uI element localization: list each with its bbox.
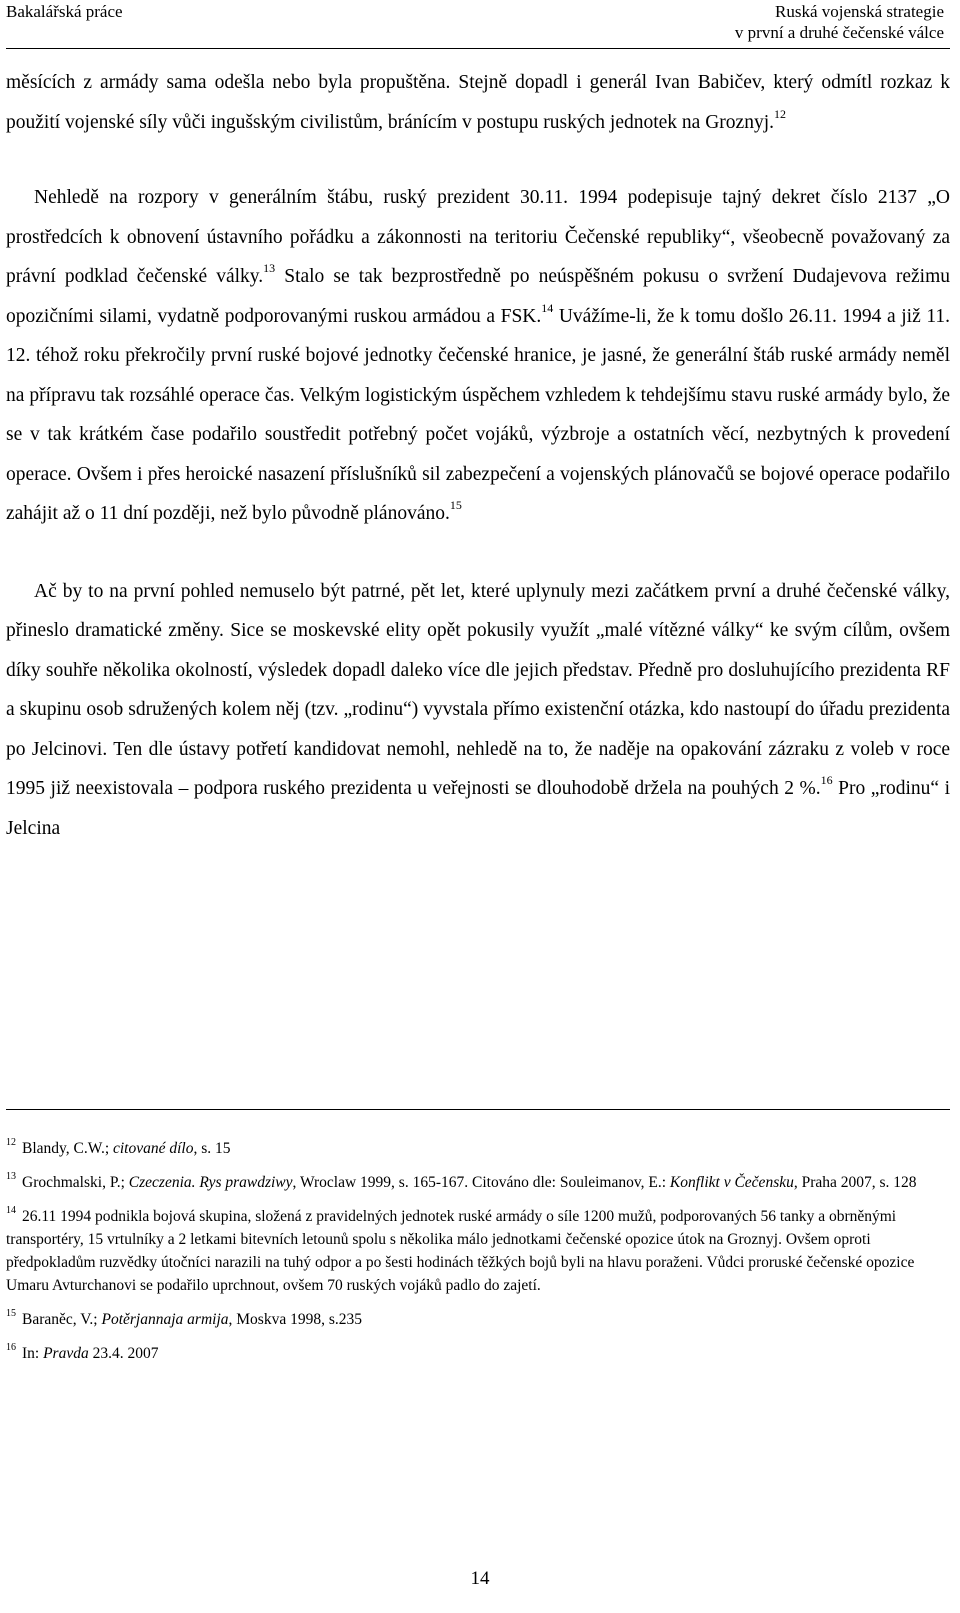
paragraph-2 bbox=[6, 178, 950, 534]
footnote-14 bbox=[6, 1205, 950, 1297]
footnote-number: 12 bbox=[6, 1137, 16, 1148]
footnote-ref-14[interactable]: 14 bbox=[541, 300, 554, 315]
paragraph-2-text-a: Nehledě na rozpory v generálním štábu, ruský prezident 30.11. 1994 podepisuje tajný dekret číslo 2137 „O prostředcích k obnovení ústavního pořádku a zákonnosti na teritoriu Čečenské republiky“, všeobecně považovaný za právní podklad čečenské války. bbox=[6, 187, 950, 287]
footnote-number: 14 bbox=[6, 1205, 16, 1216]
footnote-ref-12[interactable]: 12 bbox=[773, 106, 786, 121]
paragraph-3-text-a: Ač by to na první pohled nemuselo být patrné, pět let, které uplynuly mezi začátkem první a druhé čečenské války, přineslo dramatické změny. Sice se moskevské elity opět pokusily využít „malé vítězné války“ ke svým cílům, ovšem díky souhře několika okolností, výsledek dopadl daleko více dle jejich představ. Předně pro dosluhujícího prezidenta RF a skupinu osob sdružených kolem něj (tzv. „rodinu“) vyvstala přímo existenční otázka, kdo nastoupí do úřadu prezidenta po Jelcinovi. Ten dle ústavy potřetí kandidovat nemohl, nehledě na to, že naděje na opakování zázraku z voleb v roce 1995 již neexistovala – podpora ruského prezidenta u veřejnosti se dlouhodobě držela na pouhých 2 %. bbox=[6, 580, 950, 799]
body-text bbox=[6, 63, 950, 848]
footnote-text: Grochmalski, P.; bbox=[22, 1174, 129, 1191]
footnote-text: Blandy, C.W.; bbox=[22, 1140, 113, 1157]
footnote-12 bbox=[6, 1137, 950, 1160]
footnote-text: 26.11 1994 podnikla bojová skupina, složená z pravidelných jednotek ruské armády o síle 1200 mužů, podporovaných 56 tanky a obrněnými transportéry, 15 vrtulníky a 2 letkami bitevních letounů spolu s několika málo jednotkami čečenské opozice útok na Groznyj. Ovšem oproti předpokladům ruzvědky útočníci narazili na tuhý odpor a po šesti hodinách těžkých bojů byli na hlavu poraženi. Vůdci proruské čečenské opozice Umaru Avturchanovi se podařilo uprchnout, ovšem 70 ruských vojáků padlo do zajetí. bbox=[6, 1208, 915, 1294]
footnote-13 bbox=[6, 1171, 950, 1194]
header-right-line-1: Ruská vojenská strategie bbox=[774, 2, 944, 21]
paragraph-3 bbox=[6, 572, 950, 849]
footnote-text: , Moskva 1998, s.235 bbox=[228, 1311, 362, 1328]
header-right-line-2: v první a druhé čečenské válce bbox=[734, 23, 944, 42]
footnote-text: , Wroclaw 1999, s. 165-167. Citováno dle: Souleimanov, E.: bbox=[292, 1174, 670, 1191]
header-right-title bbox=[735, 1, 944, 43]
footnote-ref-13[interactable]: 13 bbox=[263, 261, 276, 275]
footnote-title: Pravda bbox=[43, 1345, 89, 1362]
paragraph-2-text-c: Uvážíme-li, že k tomu došlo 26.11. 1994 a již 11. 12. téhož roku překročily první ruské bojové jednotky čečenské hranice, je jasné, že generální štáb ruské armády neměl na přípravu tak rozsáhlé operace čas. Velkým logistickým úspěchem vzhledem k tehdejšímu stavu ruské armády bylo, že se v tak krátkém čase podařilo soustředit potřebný počet vojáků, výzbroje a ostatních věcí, nezbytných k provedení operace. Ovšem i přes heroické nasazení příslušníků sil zabezpečení a vojenských plánovačů se bojové operace podařilo zahájit až o 11 dní později, než bylo původně plánováno. bbox=[6, 305, 950, 524]
footnote-text: , s. 15 bbox=[193, 1140, 231, 1157]
footnote-ref-15[interactable]: 15 bbox=[449, 498, 462, 512]
footnote-15 bbox=[6, 1308, 950, 1331]
footnote-16 bbox=[6, 1342, 950, 1365]
footnote-ref-16[interactable]: 16 bbox=[820, 773, 833, 787]
footnote-number: 15 bbox=[6, 1308, 16, 1319]
footnotes bbox=[6, 1137, 950, 1365]
footnote-divider bbox=[6, 1109, 950, 1110]
paragraph-1-text: měsících z armády sama odešla nebo byla propuštěna. Stejně dopadl i generál Ivan Babičev, který odmítl rozkaz k použití vojenské síly vůči ingušským civilistům, bránícím v postupu ruských jednotek na Groznyj. bbox=[6, 72, 950, 133]
paragraph-3-text-b: Pro „rodinu“ i Jelcina bbox=[6, 778, 950, 839]
paragraph-2-text-b: Stalo se tak bezprostředně po neúspěšném pokusu o svržení Dudajevova režimu opozičními silami, vydatně podporovanými ruskou armádou a FSK. bbox=[6, 266, 950, 327]
page-number: 14 bbox=[470, 1568, 490, 1589]
footnote-text: 23.4. 2007 bbox=[88, 1345, 159, 1362]
header-left-title: Bakalářská práce bbox=[6, 2, 123, 21]
footnote-text: Baraněc, V.; bbox=[22, 1311, 102, 1328]
footnote-number: 13 bbox=[6, 1171, 16, 1182]
footnote-text: , Praha 2007, s. 128 bbox=[793, 1174, 917, 1191]
footnote-title: Konflikt v Čečensku bbox=[669, 1174, 794, 1191]
footnote-text: In: bbox=[22, 1345, 44, 1362]
paragraph-1 bbox=[6, 63, 950, 142]
footnote-title: Potěrjannaja armija bbox=[101, 1311, 229, 1328]
running-header bbox=[6, 0, 950, 49]
footnote-number: 16 bbox=[6, 1342, 16, 1353]
footnote-title: citované dílo bbox=[113, 1140, 194, 1157]
footnote-title: Czeczenia. Rys prawdziwy bbox=[128, 1174, 293, 1191]
